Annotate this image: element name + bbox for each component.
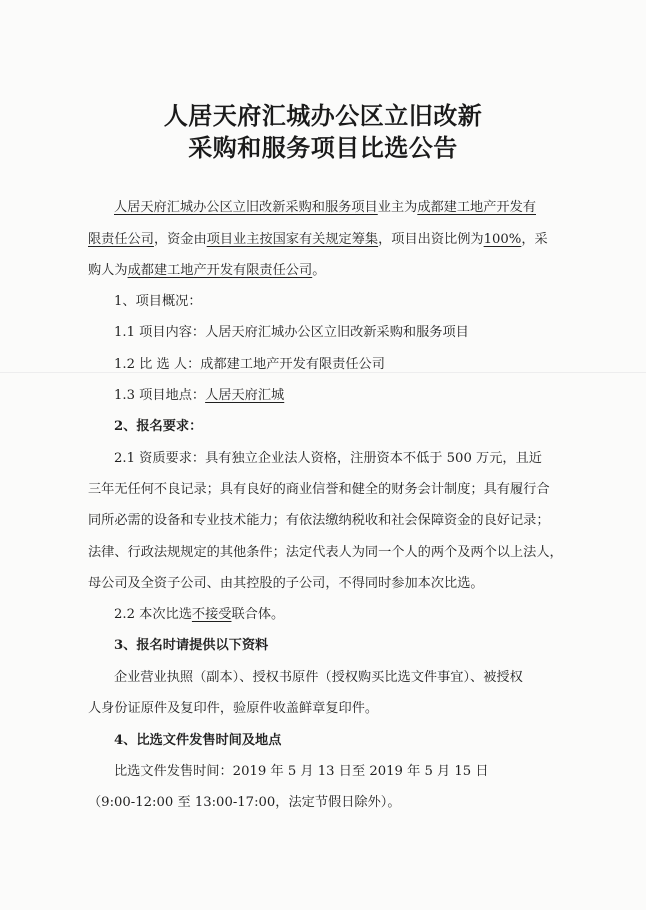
intro-line-3 [88, 261, 588, 281]
sale-time-line: 比选文件发售时间：2019 年 5 月 13 日至 2019 年 5 月 15 日 [114, 764, 489, 779]
section-3-line-1: 企业营业执照（副本）、授权书原件（授权购买比选文件事宜）、被授权 [114, 670, 523, 685]
not-accepted-text: 不接受 [191, 607, 232, 622]
project-name: 人居天府汇城办公区立旧改新采购和服务项目 [114, 200, 378, 215]
purchaser-prefix: 购人为 [88, 263, 128, 278]
doc-title-line-1: 人居天府汇城办公区立旧改新 [163, 101, 483, 130]
item-1-3-label: 1.3 项目地点： [114, 388, 206, 403]
item-2-1-line-1: 2.1 资质要求：具有独立企业法人资格，注册资本不低于 500 万元，且近 [114, 451, 542, 466]
purchaser-name: 成都建工地产开发有限责任公司 [127, 263, 313, 278]
owner-prefix: 业主为 [377, 200, 418, 215]
item-2-1-line-5: 母公司及全资子公司、由其控股的子公司，不得同时参加本次比选。 [88, 576, 484, 591]
section-1-heading: 1、项目概况： [114, 294, 202, 309]
item-2-2-pre: 2.2 本次比选 [114, 607, 192, 622]
item-2-1-line-2: 三年无任何不良记录；具有良好的商业信誉和健全的财务会计制度；具有履行合 [88, 482, 550, 497]
item-2-2-post: 联合体。 [231, 607, 285, 622]
intro-end: 。 [312, 263, 326, 278]
section-2-heading: 2、报名要求： [114, 419, 203, 434]
sale-hours-line: （9:00-12:00 至 13:00-17:00，法定节假日除外）。 [88, 795, 401, 810]
fund-source: 项目业主按国家有关规定筹集 [206, 232, 379, 247]
doc-title-line-2: 采购和服务项目比选公告 [188, 133, 458, 162]
section-3-line-2: 人身份证原件及复印件，验原件收盖鲜章复印件。 [88, 701, 379, 716]
owner-name-cont: 限责任公司 [88, 232, 154, 247]
intro-line-1 [114, 198, 614, 218]
section-3-heading: 3、报名时请提供以下资料 [114, 638, 269, 653]
owner-name: 成都建工地产开发有 [417, 200, 536, 215]
intro-line-2 [88, 230, 588, 250]
fund-prefix: ，资金由 [153, 232, 207, 247]
ratio-prefix: ，项目出资比例为 [378, 232, 484, 247]
funding-ratio: 100% [483, 232, 522, 247]
section-4-heading: 4、比选文件发售时间及地点 [114, 733, 282, 748]
project-location: 人居天府汇城 [205, 388, 285, 403]
item-1-3 [114, 386, 614, 406]
item-2-1-line-3: 同所必需的设备和专业技术能力；有依法缴纳税收和社会保障资金的良好记录； [88, 513, 550, 528]
item-1-2: 1.2 比 选 人：成都建工地产开发有限责任公司 [114, 357, 385, 372]
item-1-1: 1.1 项目内容：人居天府汇城办公区立旧改新采购和服务项目 [114, 325, 469, 340]
item-2-1-line-4: 法律、行政法规规定的其他条件；法定代表人为同一个人的两个及两个以上法人， [88, 545, 563, 560]
purchaser-prefix-end: ，采 [521, 232, 548, 247]
item-2-2 [114, 605, 614, 625]
